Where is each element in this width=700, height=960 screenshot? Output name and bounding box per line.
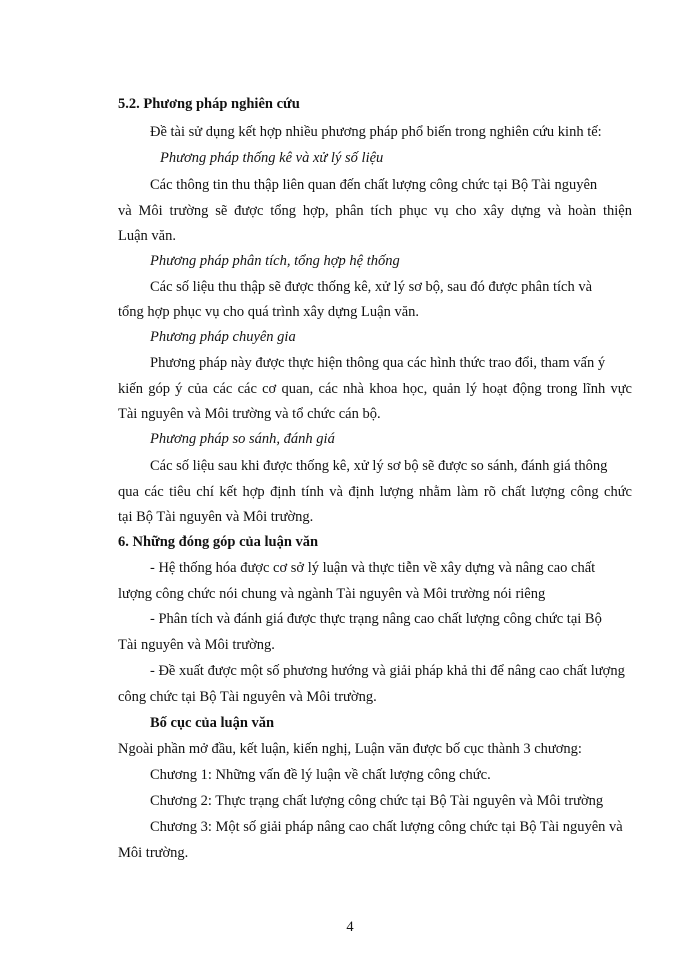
method-2-line-2: tổng hợp phục vụ cho quá trình xây dựng Luận văn.: [118, 304, 420, 320]
method-3-line-2: kiến góp ý của các các cơ quan, các nhà khoa học, quản lý hoạt động trong lĩnh vực: [118, 381, 632, 397]
chapter-1: Chương 1: Những vấn đề lý luận về chất lượng công chức.: [150, 767, 491, 783]
page-number: 4: [346, 919, 354, 935]
method-4-line-1: Các số liệu sau khi được thống kê, xử lý sơ bộ sẽ được so sánh, đánh giá thông: [150, 458, 608, 474]
chapter-3-line-1: Chương 3: Một số giải pháp nâng cao chất lượng công chức tại Bộ Tài nguyên và: [150, 819, 623, 835]
method-3-line-1: Phương pháp này được thực hiện thông qua các hình thức trao đổi, tham vấn ý: [150, 355, 606, 371]
contribution-3-line-1: - Đề xuất được một số phương hướng và giải pháp khả thi để nâng cao chất lượng: [150, 663, 625, 679]
method-1-line-2: và Môi trường sẽ được tổng hợp, phân tích phục vụ cho xây dựng và hoàn thiện: [118, 203, 632, 219]
methods-intro: Đề tài sử dụng kết hợp nhiều phương pháp phổ biến trong nghiên cứu kinh tế:: [150, 124, 602, 140]
chapter-2: Chương 2: Thực trạng chất lượng công chức tại Bộ Tài nguyên và Môi trường: [150, 793, 604, 809]
contribution-1-line-2: lượng công chức nói chung và ngành Tài nguyên và Môi trường nói riêng: [118, 586, 546, 602]
method-4-title: Phương pháp so sánh, đánh giá: [150, 431, 335, 447]
method-3-line-3: Tài nguyên và Môi trường và tổ chức cán bộ.: [118, 406, 381, 422]
structure-title: Bố cục của luận văn: [150, 715, 275, 731]
contribution-2-line-2: Tài nguyên và Môi trường.: [118, 637, 275, 653]
method-4-line-3: tại Bộ Tài nguyên và Môi trường.: [118, 509, 314, 525]
method-2-title: Phương pháp phân tích, tổng hợp hệ thống: [150, 253, 400, 269]
method-4-line-2: qua các tiêu chí kết hợp định tính và định lượng nhằm làm rõ chất lượng công chức: [118, 484, 632, 500]
contribution-2-line-1: - Phân tích và đánh giá được thực trạng nâng cao chất lượng công chức tại Bộ: [150, 611, 602, 627]
structure-intro: Ngoài phần mở đầu, kết luận, kiến nghị, Luận văn được bố cục thành 3 chương:: [118, 741, 582, 757]
chapter-3-line-2: Môi trường.: [118, 845, 189, 861]
method-1-line-3: Luận văn.: [118, 228, 176, 244]
method-2-line-1: Các số liệu thu thập sẽ được thống kê, xử lý sơ bộ, sau đó được phân tích và: [150, 279, 593, 295]
heading-section-5-2: 5.2. Phương pháp nghiên cứu: [118, 96, 300, 112]
method-1-title: Phương pháp thống kê và xử lý số liệu: [160, 150, 384, 166]
method-1-line-1: Các thông tin thu thập liên quan đến chất lượng công chức tại Bộ Tài nguyên: [150, 177, 598, 193]
heading-section-6: 6. Những đóng góp của luận văn: [118, 534, 319, 550]
contribution-3-line-2: công chức tại Bộ Tài nguyên và Môi trường.: [118, 689, 377, 705]
method-3-title: Phương pháp chuyên gia: [150, 329, 296, 345]
contribution-1-line-1: - Hệ thống hóa được cơ sở lý luận và thực tiễn về xây dựng và nâng cao chất: [150, 560, 596, 576]
